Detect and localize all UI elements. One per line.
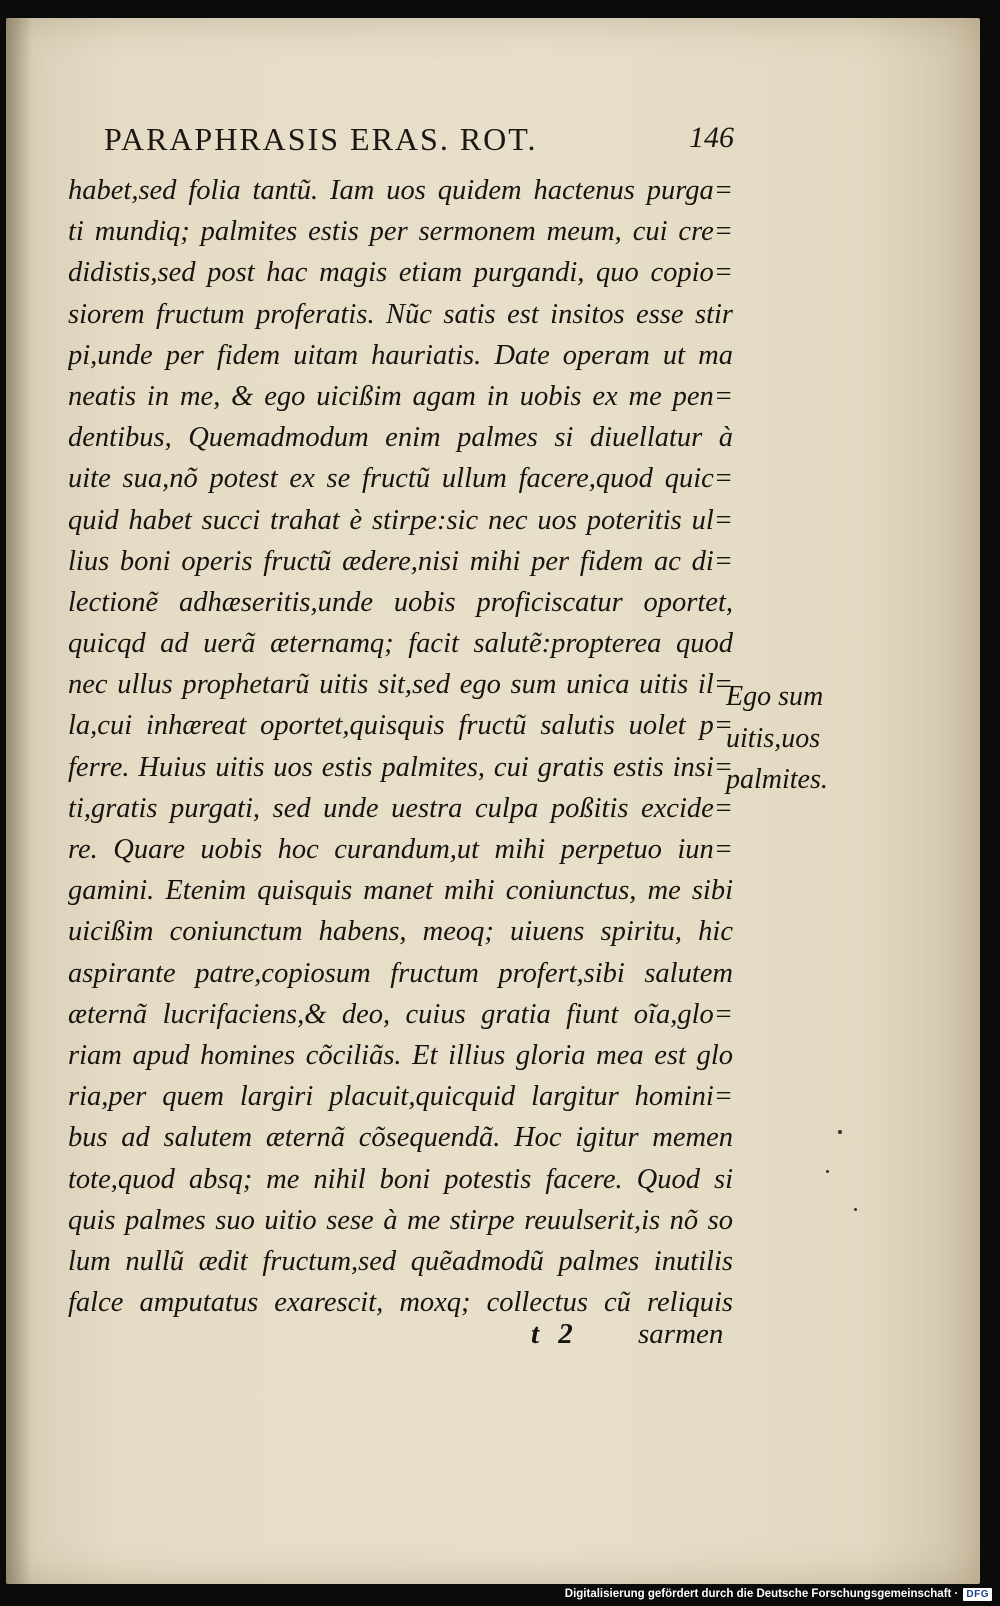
text-line: siorem fructum proferatis. Nũc satis est insitos esse stir [68,298,733,330]
text-line: quicqd ad uerã æternamq; facit salutẽ:propterea quod [68,628,733,660]
text-line: aspirante patre,copiosum fructum profert,sibi salutem [68,957,733,989]
text-line: uite sua,nõ potest ex se fructũ ullum facere,quod quic= [68,463,733,495]
main-text-block [68,170,733,1323]
text-line: ti,gratis purgati, sed unde uestra culpa poßitis excide= [68,792,733,824]
text-line: bus ad salutem æternã cõsequendã. Hoc igitur memen [68,1122,733,1154]
text-line: dentibus, Quemadmodum enim palmes si diuellatur à [68,422,733,454]
dfg-logo: DFG [963,1588,992,1601]
text-line: gamini. Etenim quisquis manet mihi coniunctus, me sibi [68,875,733,907]
text-line: uicißim coniunctum habens, meoq; uiuens spiritu, hic [68,916,733,948]
text-line: tote,quod absq; me nihil boni potestis facere. Quod si [68,1163,733,1195]
marginal-note [726,676,828,801]
marginal-note-line: uitis,uos [726,722,821,754]
text-line: falce amputatus exarescit, moxq; collectus cũ reliquis [68,1287,733,1319]
page-footer [6,1318,980,1362]
text-line: quid habet succi trahat è stirpe:sic nec uos poteritis ul= [68,504,733,536]
text-line: ria,per quem largiri placuit,quicquid largitur homini= [68,1081,733,1113]
book-page [6,18,980,1584]
text-line: lum nullũ ædit fructum,sed quẽadmodũ palmes inutilis [68,1245,733,1277]
credit-text: Digitalisierung gefördert durch die Deutsche Forschungsgemeinschaft · [564,1588,959,1600]
signature-mark: t 2 [531,1318,579,1350]
digitization-credit [565,1584,992,1604]
text-line: habet,sed folia tantũ. Iam uos quidem hactenus purga= [68,175,733,206]
text-line: nec ullus prophetarũ uitis sit,sed ego sum unica uitis il= [68,669,733,701]
text-line: ferre. Huius uitis uos estis palmites, cui gratis estis insi= [68,751,733,783]
text-line: æternã lucrifaciens,& deo, cuius gratia fiunt oĩa,glo= [68,998,733,1030]
text-line: lius boni operis fructũ ædere,nisi mihi per fidem ac di= [68,545,733,577]
page-header [104,121,734,167]
text-line: la,cui inhæreat oportet,quisquis fructũ salutis uolet p= [68,710,733,742]
text-line: didistis,sed post hac magis etiam purgandi, quo copio= [68,257,733,289]
catchword: sarmen [638,1318,724,1350]
text-line: ti mundiq; palmites estis per sermonem meum, cui cre= [68,216,733,248]
marginal-note-line: palmites. [726,764,828,795]
marginal-note-line: Ego sum [726,681,824,712]
page-number: 146 [689,121,734,154]
text-line: quis palmes suo uitio sese à me stirpe reuulserit,is nõ so [68,1204,733,1236]
running-title: PARAPHRASIS ERAS. ROT. [104,121,538,157]
text-line: neatis in me, & ego uicißim agam in uobis ex me pen= [68,380,733,412]
text-line: lectionẽ adhæseritis,unde uobis proficiscatur oportet, [68,586,733,618]
text-line: re. Quare uobis hoc curandum,ut mihi perpetuo iun= [68,834,733,865]
text-line: pi,unde per fidem uitam hauriatis. Date operam ut ma [68,339,733,371]
text-line: riam apud homines cõciliãs. Et illius gloria mea est glo [68,1039,733,1071]
